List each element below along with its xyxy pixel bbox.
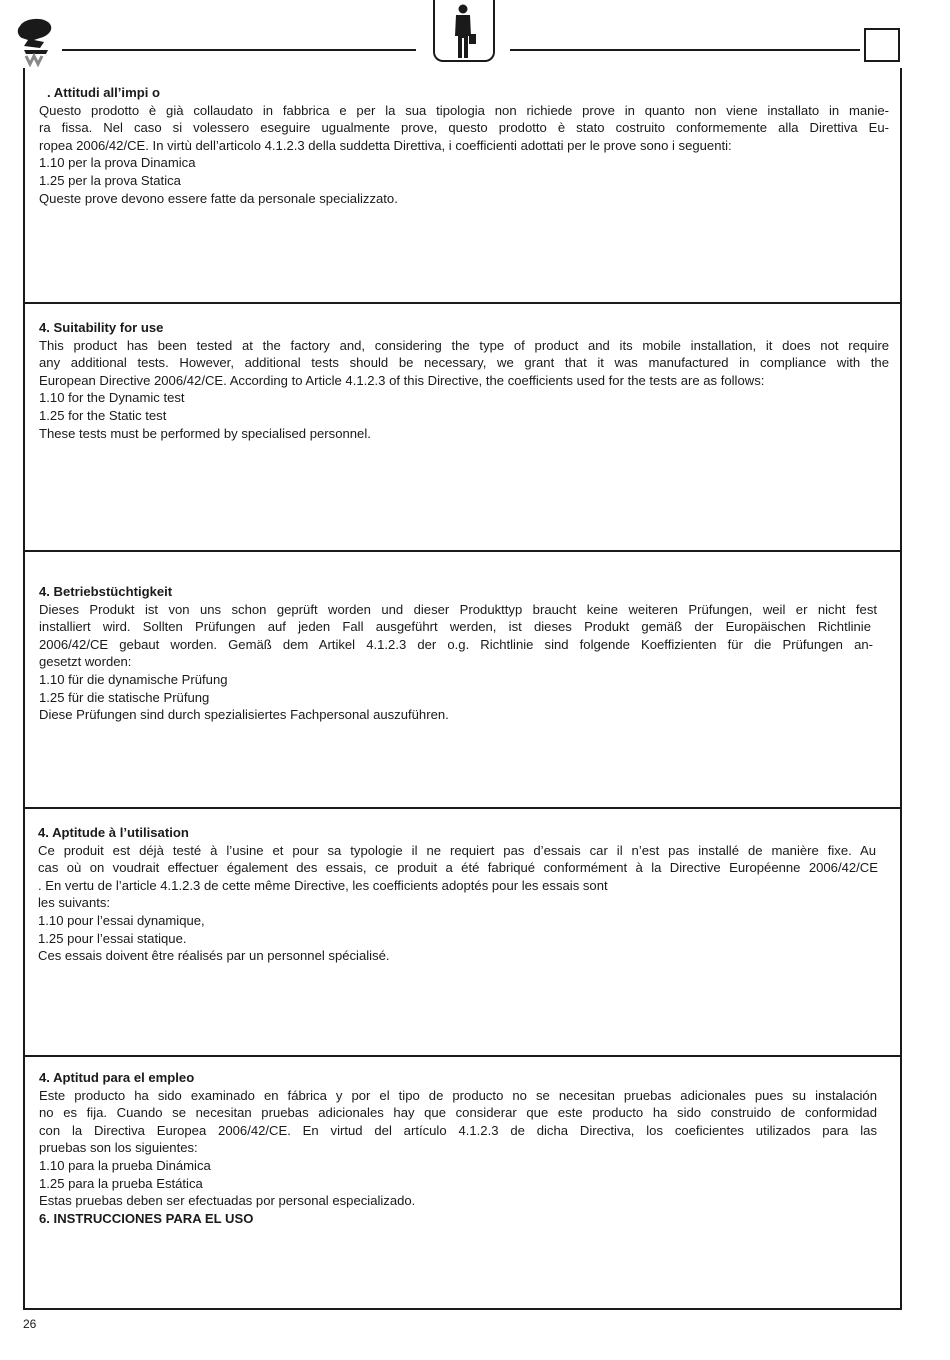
- body-line: 2006/42/CE gebaut worden. Gemäß dem Artikel 4.1.2.3 der o.g. Richtlinie sind folgende Koeffizienten für die Prüfungen an-: [39, 636, 873, 652]
- section-french: [38, 824, 888, 965]
- body-line: 1.25 per la prova Statica: [39, 172, 181, 188]
- section-heading: 4. Aptitud para el empleo: [39, 1070, 195, 1085]
- body-line: . En vertu de l’article 4.1.2.3 de cette même Directive, les coefficients adoptés pour les essais sont: [38, 877, 608, 893]
- section-heading: 4. Betriebstüchtigkeit: [39, 584, 173, 599]
- body-line: These tests must be performed by specialised personnel.: [39, 425, 371, 441]
- body-line: Estas pruebas deben ser efectuadas por personal especializado.: [39, 1193, 416, 1209]
- header-rule-right: [510, 49, 860, 51]
- body-line: Ces essais doivent être réalisés par un personnel spécialisé.: [38, 948, 390, 964]
- section-english: [39, 319, 889, 442]
- body-line: 1.25 pour l’essai statique.: [38, 930, 187, 946]
- body-line: ra fissa. Nel caso si volessero eseguire ugualmente prove, questo prodotto è stato costruito conformemente alla Direttiva Eu-: [39, 120, 889, 136]
- body-line: 1.10 für die dynamische Prüfung: [39, 671, 228, 687]
- body-line: 1.10 para la prueba Dinámica: [39, 1157, 211, 1173]
- body-line: installiert wird. Sollten Prüfungen auf jeden Fall ausgeführt werden, ist dieses Produkt gemäß der Europäischen Richtlinie: [39, 619, 871, 635]
- body-line: con la Directiva Europea 2006/42/CE. En virtud del artículo 4.1.2.3 de dicha Directiva, los coeficientes utilizados para las: [39, 1122, 877, 1138]
- body-line: Diese Prüfungen sind durch spezialisiertes Fachpersonal auszuführen.: [39, 707, 449, 723]
- section-heading: . Attitudi all’impi o: [47, 85, 160, 100]
- body-line: les suivants:: [38, 895, 111, 911]
- body-line: 1.25 für die statische Prüfung: [39, 689, 210, 705]
- body-line: European Directive 2006/42/CE. According to Article 4.1.2.3 of this Directive, the coefficients used for the tests are as follows:: [39, 372, 765, 388]
- body-line: cas où on voudrait effectuer également des essais, ce produit a été fabriqué conformément à la Directive Européenne 2006/42/CE: [38, 860, 878, 876]
- body-line: Dieses Produkt ist von uns schon geprüft worden und dieser Produkttyp braucht keine weiteren Prüfungen, weil er nicht fest: [39, 601, 877, 617]
- section-heading: 4. Aptitude à l’utilisation: [38, 825, 189, 840]
- page-number: 26: [23, 1317, 37, 1331]
- section-subheading: 6. INSTRUCCIONES PARA EL USO: [39, 1210, 254, 1226]
- body-line: Queste prove devono essere fatte da personale specializzato.: [39, 190, 398, 206]
- section-italian: [39, 84, 889, 207]
- section-german: [39, 583, 889, 724]
- body-line: pruebas son los siguientes:: [39, 1140, 198, 1156]
- section-spanish: [39, 1069, 889, 1227]
- section-divider: [23, 550, 902, 552]
- person-icon: [453, 4, 477, 58]
- body-line: no es fija. Cuando se necesitan pruebas adicionales hay que considerar que este producto ha sido construido de conformidad: [39, 1105, 877, 1121]
- body-line: ropea 2006/42/CE. In virtù dell’articolo 4.1.2.3 della suddetta Direttiva, i coefficienti adottati per le prove sono i seguenti:: [39, 137, 732, 153]
- body-line: Ce produit est déjà testé à l’usine et pour sa typologie il ne requiert pas d’essais car il n’est pas installé de manière fixe. Au: [38, 842, 876, 858]
- section-heading: 4. Suitability for use: [39, 320, 164, 335]
- body-line: 1.25 for the Static test: [39, 407, 167, 423]
- body-line: 1.25 para la prueba Estática: [39, 1175, 203, 1191]
- section-divider: [23, 1055, 902, 1057]
- body-line: gesetzt worden:: [39, 654, 132, 670]
- body-line: Questo prodotto è già collaudato in fabbrica e per la sua tipologia non richiede prove in quanto non viene installato in manie-: [39, 102, 889, 118]
- body-line: any additional tests. However, additional tests should be necessary, we grant that it was manufactured in compliance with the: [39, 355, 889, 371]
- body-line: 1.10 pour l’essai dynamique,: [38, 912, 205, 928]
- operator-badge: [433, 0, 495, 62]
- body-line: Este producto ha sido examinado en fábrica y por el tipo de producto no se necesitan pruebas adicionales pues su instalación: [39, 1087, 877, 1103]
- section-divider: [23, 302, 902, 304]
- body-line: This product has been tested at the factory and, considering the type of product and its mobile installation, it does not require: [39, 337, 889, 353]
- section-divider: [23, 807, 902, 809]
- brand-logo: [14, 16, 58, 68]
- corner-box: [864, 28, 900, 62]
- body-line: 1.10 for the Dynamic test: [39, 390, 185, 406]
- body-line: 1.10 per la prova Dinamica: [39, 155, 196, 171]
- header-rule-left: [62, 49, 416, 51]
